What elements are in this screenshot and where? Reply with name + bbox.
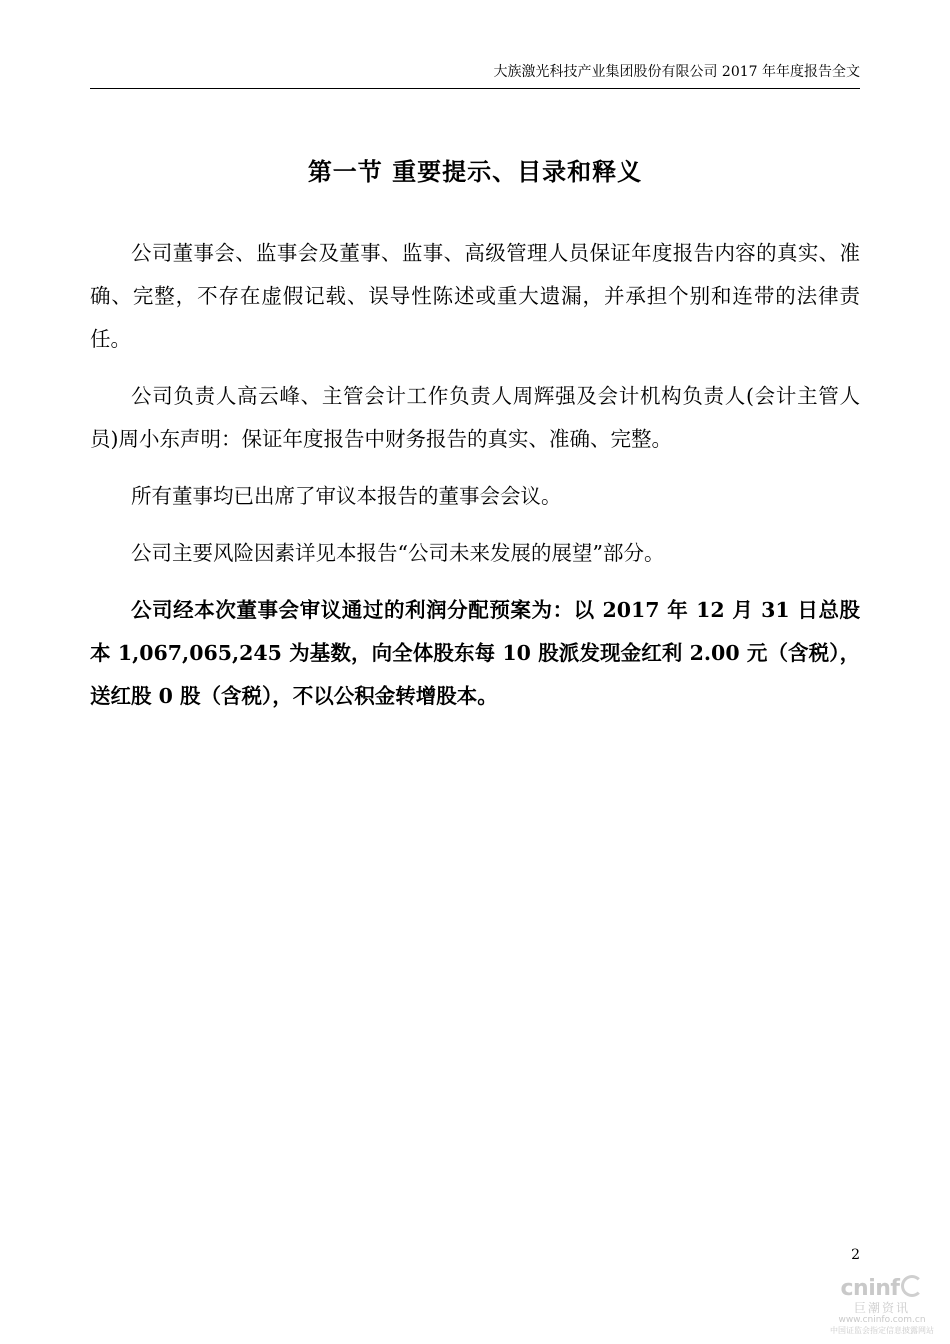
plan-text-2: 年 bbox=[667, 598, 689, 622]
plan-day: 31 bbox=[761, 598, 790, 622]
plan-per-shares: 10 bbox=[502, 641, 531, 665]
page-number: 2 bbox=[851, 1247, 860, 1263]
watermark-cn-text: 巨潮资讯 bbox=[853, 1301, 910, 1315]
responsibility-statement: 公司董事会、监事会及董事、监事、高级管理人员保证年度报告内容的真实、准确、完整，不存在虚假记载、误导性陈述或重大遗漏，并承担个别和连带的法律责任。 bbox=[90, 241, 860, 351]
plan-month: 12 bbox=[696, 598, 725, 622]
plan-text-5: 为基数，向全体股东每 bbox=[289, 641, 496, 665]
watermark-url: www.cninfo.com.cn bbox=[838, 1315, 926, 1325]
plan-text-7: 元（含税），送红股 bbox=[90, 641, 861, 708]
plan-text-8: 股（含税），不以公积金转增股本。 bbox=[180, 684, 498, 708]
profit-distribution-plan bbox=[90, 589, 860, 718]
plan-total-shares: 1,067,065,245 bbox=[117, 641, 282, 665]
plan-bonus-shares: 0 bbox=[158, 684, 173, 708]
section-title: 第一节 重要提示、目录和释义 bbox=[307, 158, 643, 186]
watermark-foot: 中国证监会指定信息披露网站 bbox=[830, 1326, 934, 1335]
risk-factor-statement: 公司主要风险因素详见本报告“公司未来发展的展望”部分。 bbox=[131, 541, 665, 565]
cninfo-watermark bbox=[826, 1275, 938, 1336]
plan-year: 2017 bbox=[602, 598, 660, 622]
financial-report-declaration: 公司负责人高云峰、主管会计工作负责人周辉强及会计机构负责人(会计主管人员)周小东声明：保证年度报告中财务报告的真实、准确、完整。 bbox=[90, 384, 860, 451]
plan-text-3: 月 bbox=[732, 598, 754, 622]
plan-text-1: 公司经本次董事会审议通过的利润分配预案为：以 bbox=[131, 598, 595, 622]
watermark-logo-text: cninf bbox=[840, 1276, 900, 1301]
document-body bbox=[90, 232, 860, 718]
cninfo-swirl-icon bbox=[901, 1275, 923, 1297]
running-title: 大族激光科技产业集团股份有限公司 2017 年年度报告全文 bbox=[493, 64, 860, 80]
running-header bbox=[90, 62, 860, 89]
plan-text-6: 股派发现金红利 bbox=[538, 641, 683, 665]
board-attendance-statement: 所有董事均已出席了审议本报告的董事会会议。 bbox=[131, 484, 562, 508]
watermark-logo bbox=[826, 1275, 938, 1301]
plan-dividend-amount: 2.00 bbox=[689, 641, 740, 665]
plan-text-4: 日总股本 bbox=[90, 598, 861, 665]
